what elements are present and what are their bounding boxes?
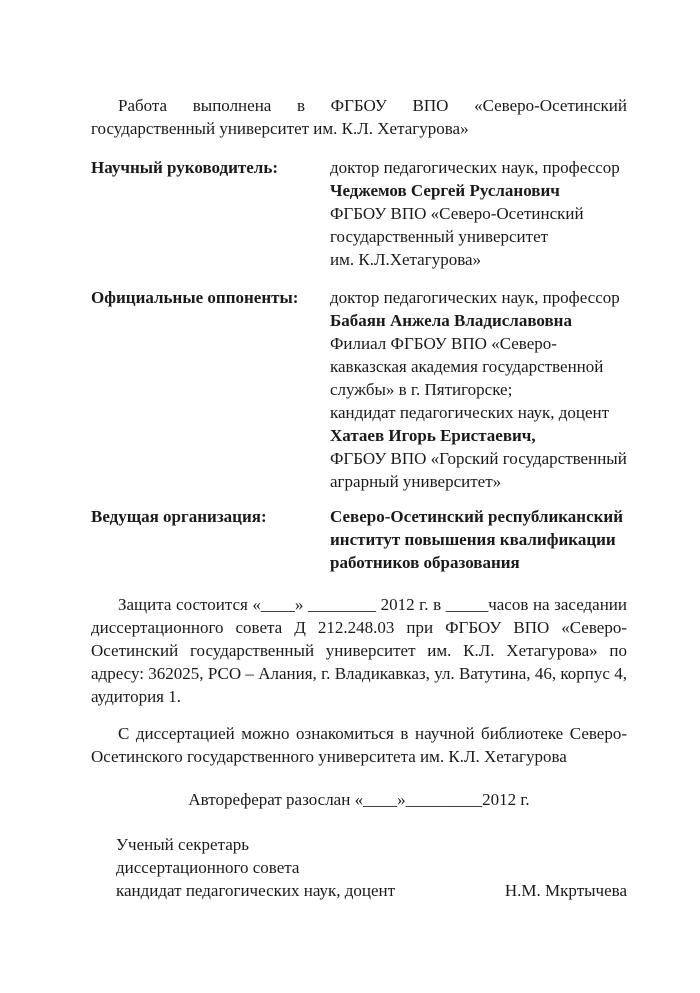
intro-paragraph: Работа выполнена в ФГБОУ ВПО «Северо-Осетинский государственный университет им. К.Л. Хетагурова» xyxy=(91,96,627,138)
opponent-line: доктор педагогических наук, профессор xyxy=(330,288,620,307)
opponent-line: Филиал ФГБОУ ВПО «Северо- xyxy=(330,334,557,353)
opponents-details xyxy=(330,286,630,493)
secretary-block xyxy=(116,833,627,902)
secretary-name: Н.М. Мкртычева xyxy=(504,881,627,900)
secretary-line: диссертационного совета xyxy=(116,858,300,877)
opponent-name: Хатаев Игорь Еристаевич, xyxy=(330,426,536,445)
opponent-name: Бабаян Анжела Владиславовна xyxy=(330,311,572,330)
leading-org-line: работников образования xyxy=(330,553,520,572)
defense-paragraph: Защита состоится «____» ________ 2012 г. в _____часов на заседании диссертационного совета Д 212.248.03 при ФГБОУ ВПО «Северо-Осетинский государственный университет им. К.Л. Хетагурова» по адресу: 362025, РСО – Алания, г. Владикавказ, ул. Ватутина, 46, корпус 4, аудитория 1. xyxy=(91,595,627,706)
library-paragraph: С диссертацией можно ознакомиться в научной библиотеке Северо-Осетинского государственного университета им. К.Л. Хетагурова xyxy=(91,724,627,766)
opponent-line: кавказская академия государственной xyxy=(330,357,604,376)
supervisor-line: им. К.Л.Хетагурова» xyxy=(330,250,482,269)
opponent-line: аграрный университет» xyxy=(330,472,502,491)
supervisor-name: Чеджемов Сергей Русланович xyxy=(330,181,560,200)
supervisor-label: Научный руководитель: xyxy=(91,158,278,177)
leading-org-label: Ведущая организация: xyxy=(91,507,267,526)
secretary-line: Ученый секретарь xyxy=(116,835,250,854)
supervisor-line: доктор педагогических наук, профессор xyxy=(330,158,620,177)
opponent-line: службы» в г. Пятигорске; xyxy=(330,380,513,399)
leading-org-line: Северо-Осетинский республиканский xyxy=(330,507,624,526)
dispatch-line: Автореферат разослан «____»_________2012 г. xyxy=(188,790,530,809)
opponent-line: кандидат педагогических наук, доцент xyxy=(330,403,610,422)
opponents-label: Официальные оппоненты: xyxy=(91,288,299,307)
supervisor-line: государственный университет xyxy=(330,227,549,246)
supervisor-details xyxy=(330,156,630,271)
leading-org-details xyxy=(330,505,630,574)
leading-org-line: институт повышения квалификации xyxy=(330,530,616,549)
secretary-line: кандидат педагогических наук, доцент xyxy=(116,881,396,900)
opponent-line: ФГБОУ ВПО «Горский государственный xyxy=(330,449,627,468)
supervisor-line: ФГБОУ ВПО «Северо-Осетинский xyxy=(330,204,584,223)
